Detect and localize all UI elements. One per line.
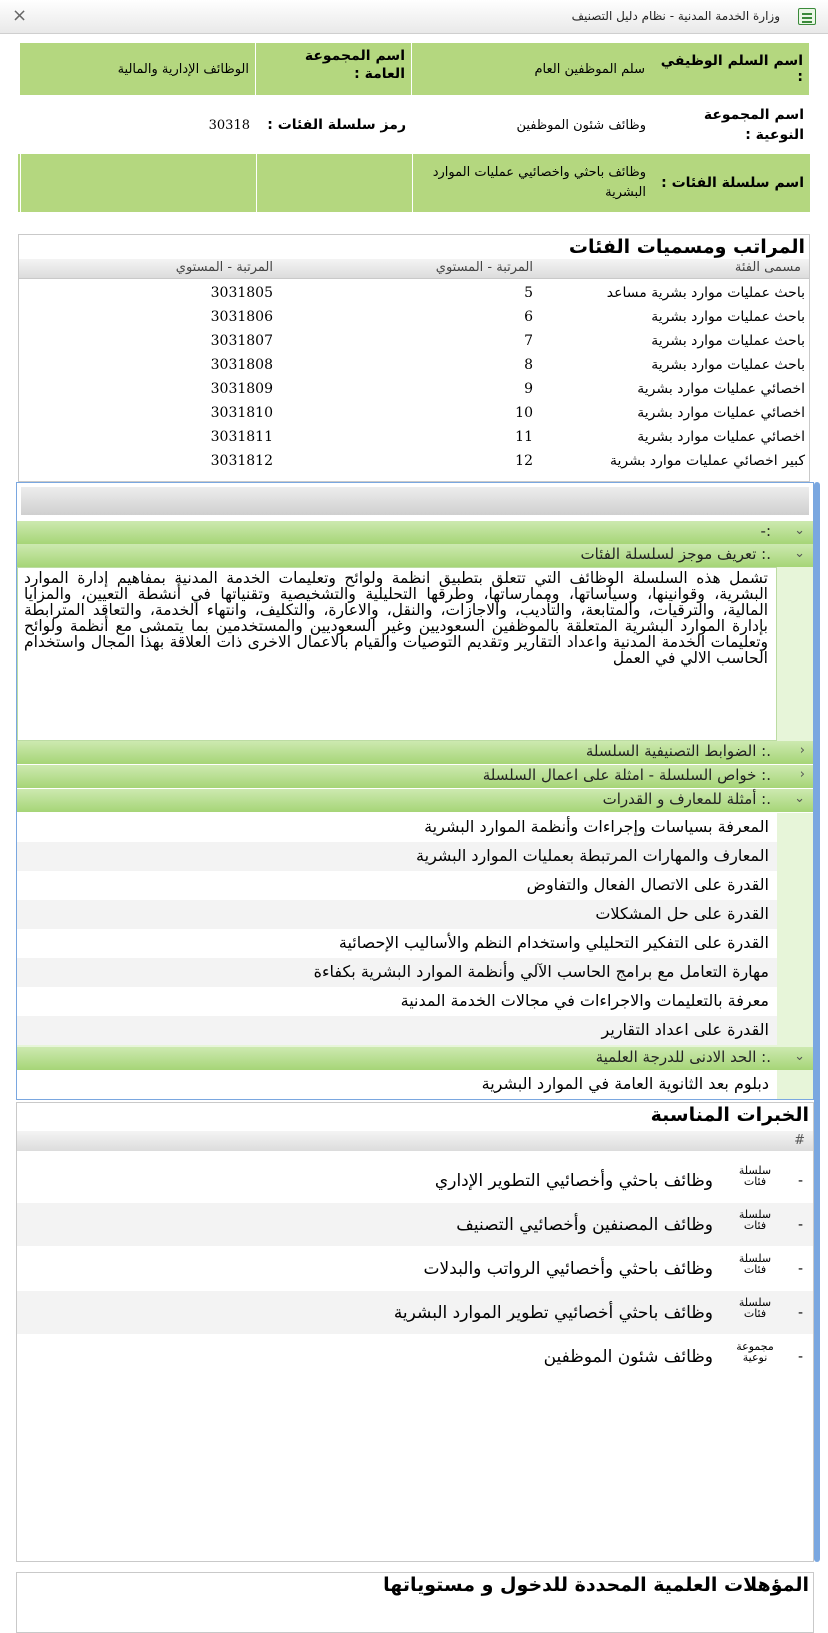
- list-item[interactable]: [17, 1291, 813, 1334]
- header-empty-cell: [256, 154, 412, 212]
- degree-value: دبلوم بعد الثانوية العامة في الموارد البشرية: [481, 1074, 769, 1093]
- properties-title: .: خواص السلسلة - امثلة على اعمال السلسلة: [482, 766, 771, 784]
- grade-name: باحث عمليات موارد بشرية مساعد: [606, 285, 805, 301]
- chevron-left-icon: ‹: [799, 743, 805, 758]
- table-row[interactable]: [19, 379, 809, 402]
- grade-code: 3031806: [210, 309, 273, 325]
- table-row[interactable]: [19, 355, 809, 378]
- accordion-knowledge[interactable]: [17, 789, 813, 812]
- knowledge-item: [17, 929, 777, 958]
- accordion-properties[interactable]: [17, 765, 813, 788]
- item-type: مجموعة نوعية: [736, 1340, 774, 1364]
- item-name: وظائف باحثي أخصائيي تطوير الموارد البشرية: [393, 1303, 713, 1323]
- header-row-1: [18, 42, 810, 96]
- qualifications-title: المؤهلات العلمية المحددة للدخول و مستوياتها: [383, 1574, 809, 1596]
- window-content: [0, 34, 828, 1596]
- column-header-code[interactable]: المرتبة - المستوي: [175, 260, 273, 275]
- grade-rank: 7: [524, 333, 533, 349]
- list-item[interactable]: [17, 1159, 813, 1202]
- controls-title: .: الضوابط التصنيفية السلسلة: [585, 742, 771, 760]
- grade-name: باحث عمليات موارد بشرية: [651, 309, 805, 325]
- header-empty-cell: [20, 154, 256, 212]
- item-name: وظائف باحثي وأخصائيي التطوير الإداري: [434, 1171, 713, 1191]
- knowledge-title: .: أمثلة للمعارف و القدرات: [602, 790, 771, 808]
- table-row[interactable]: [19, 307, 809, 330]
- qualitative-group-value: وظائف شئون الموظفين: [516, 117, 646, 133]
- experiences-title: الخبرات المناسبة: [650, 1104, 809, 1126]
- grade-name: اخصائي عمليات موارد بشرية: [637, 381, 805, 397]
- list-item[interactable]: [17, 1335, 813, 1378]
- document-icon: [798, 8, 816, 25]
- general-group-label: اسم المجموعة العامة :: [255, 43, 411, 95]
- item-type: سلسلة فئات: [738, 1208, 772, 1232]
- knowledge-item: [17, 1016, 777, 1045]
- list-item[interactable]: [17, 1203, 813, 1246]
- series-value: وظائف باحثي واخصائيي عمليات الموارد البشرية: [412, 154, 652, 212]
- grades-table: [18, 234, 810, 482]
- item-type: سلسلة فئات: [738, 1296, 772, 1320]
- grade-rank: 6: [524, 309, 533, 325]
- item-type: سلسلة فئات: [738, 1164, 772, 1188]
- table-row[interactable]: [19, 283, 809, 306]
- column-header-name[interactable]: مسمى الفئة: [734, 260, 801, 275]
- grade-rank: 5: [524, 285, 533, 301]
- ladder-label: اسم السلم الوظيفي :: [660, 53, 803, 85]
- knowledge-text: المعارف والمهارات المرتبطة بعمليات الموارد البشرية: [416, 846, 769, 865]
- experiences-header: [17, 1131, 813, 1151]
- grade-code: 3031810: [210, 405, 273, 421]
- item-name: وظائف شئون الموظفين: [543, 1347, 713, 1367]
- knowledge-item: [17, 987, 777, 1016]
- item-name: وظائف المصنفين وأخصائيي التصنيف: [456, 1215, 713, 1235]
- grades-header: [19, 259, 809, 279]
- column-header-rank[interactable]: المرتبة - المستوي: [435, 260, 533, 275]
- definition-title: .: تعريف موجز لسلسلة الفئات: [580, 545, 771, 563]
- knowledge-text: مهارة التعامل مع برامج الحاسب الآلي وأنظمة الموارد البشرية بكفاءة: [313, 962, 769, 981]
- knowledge-text: القدرة على الاتصال الفعال والتفاوض: [526, 875, 769, 894]
- knowledge-item: [17, 900, 777, 929]
- table-row[interactable]: [19, 403, 809, 426]
- knowledge-item: [17, 813, 777, 842]
- accordion-degree[interactable]: [17, 1047, 813, 1070]
- series-code-label: رمز سلسلة الفئات :: [267, 117, 406, 133]
- grade-code: 3031808: [210, 357, 273, 373]
- knowledge-text: معرفة بالتعليمات والاجراءات في مجالات الخدمة المدنية: [400, 991, 769, 1010]
- header-row-2: [18, 96, 810, 154]
- row-dash: -: [797, 1349, 803, 1365]
- knowledge-text: القدرة على حل المشكلات: [595, 904, 769, 923]
- chevron-left-icon: ‹: [799, 767, 805, 782]
- grade-rank: 11: [515, 429, 533, 445]
- grade-name: اخصائي عمليات موارد بشرية: [637, 429, 805, 445]
- accordion-root-label: :-: [760, 522, 771, 540]
- row-dash: -: [797, 1173, 803, 1189]
- definition-body: [17, 567, 813, 741]
- item-type: سلسلة فئات: [738, 1252, 772, 1276]
- row-dash: -: [797, 1305, 803, 1321]
- grade-rank: 8: [524, 357, 533, 373]
- grade-code: 3031811: [210, 429, 273, 445]
- grade-code: 3031809: [210, 381, 273, 397]
- grade-name: باحث عمليات موارد بشرية: [651, 333, 805, 349]
- knowledge-item: [17, 842, 777, 871]
- series-code-value: 30318: [208, 117, 250, 133]
- table-row[interactable]: [19, 427, 809, 450]
- row-dash: -: [797, 1217, 803, 1233]
- chevron-down-icon: ⌄: [794, 791, 805, 806]
- degree-item: [17, 1070, 777, 1099]
- table-row[interactable]: [19, 331, 809, 354]
- header-row-3: [18, 154, 810, 212]
- accordion-controls[interactable]: [17, 741, 813, 764]
- knowledge-text: القدرة على اعداد التقارير: [601, 1020, 769, 1039]
- grade-code: 3031812: [210, 453, 273, 469]
- knowledge-text: المعرفة بسياسات وإجراءات وأنظمة الموارد البشرية: [424, 817, 769, 836]
- grades-title: المراتب ومسميات الفئات: [568, 236, 805, 258]
- qualitative-group-label: اسم المجموعة النوعية :: [703, 107, 804, 143]
- grade-rank: 9: [524, 381, 533, 397]
- grade-name: كبير اخصائي عمليات موارد بشرية: [609, 453, 805, 469]
- degree-body: [17, 1070, 813, 1099]
- grade-code: 3031805: [210, 285, 273, 301]
- accordion-definition[interactable]: [17, 544, 813, 567]
- chevron-down-icon: ⌄: [794, 546, 805, 561]
- knowledge-item: [17, 958, 777, 987]
- table-row[interactable]: [19, 451, 809, 474]
- series-details-panel: [16, 482, 814, 1100]
- window-titlebar: [0, 0, 828, 34]
- grade-name: اخصائي عمليات موارد بشرية: [637, 405, 805, 421]
- list-item[interactable]: [17, 1247, 813, 1290]
- panel-toolbar: [21, 487, 809, 515]
- grade-name: باحث عمليات موارد بشرية: [651, 357, 805, 373]
- definition-text: تشمل هذه السلسلة الوظائف التي تتعلق بتطبيق انظمة ولوائح وتعليمات الخدمة المدنية بمفاهيم إدارة الموارد البشرية، وقوانينها، وسياساتها، وممارساتها، وطرقها التحليلية والتشخيصية وتقنياتها في أنشطة التعيين، والمزايا المالية، والترقيات، والمتابعة، والتأديب، والاجازات، والنقل، والاعارة، والتكليف، وانتهاء الخدمة، والتعاقد المترابطة بإدارة الموارد البشرية المتعلقة بالموظفين السعوديين وغير السعوديين والمستخدمين بما يتمشى مع أنظمة ولوائح وتعليمات الخدمة المدنية واعداد التقارير وتقديم التوصيات والقيام بالاعمال الاخرى ذات العلاقة بهذا المجال واستخدام الحاسب الالي في العمل: [24, 569, 768, 667]
- series-header: [18, 42, 810, 212]
- window-title: وزارة الخدمة المدنية - نظام دليل التصنيف: [571, 9, 780, 23]
- degree-title: .: الحد الادنى للدرجة العلمية: [595, 1048, 771, 1066]
- ladder-value: سلم الموظفين العام: [411, 43, 651, 95]
- knowledge-text: القدرة على التفكير التحليلي واستخدام النظم والأساليب الإحصائية: [338, 933, 769, 952]
- accordion-root[interactable]: [17, 521, 813, 544]
- qualifications-section: [16, 1572, 814, 1633]
- item-name: وظائف باحثي وأخصائيي الرواتب والبدلات: [423, 1259, 713, 1279]
- general-group-value: الوظائف الإدارية والمالية: [19, 43, 255, 95]
- row-dash: -: [797, 1261, 803, 1277]
- grade-code: 3031807: [210, 333, 273, 349]
- knowledge-item: [17, 871, 777, 900]
- grade-rank: 10: [515, 405, 533, 421]
- series-label: اسم سلسلة الفئات :: [661, 175, 804, 191]
- chevron-down-icon: ⌄: [794, 1049, 805, 1064]
- grade-rank: 12: [515, 453, 533, 469]
- close-icon[interactable]: ×: [12, 5, 28, 26]
- experiences-table: [16, 1102, 814, 1562]
- definition-box: [17, 567, 777, 741]
- chevron-down-icon: ⌄: [794, 523, 805, 538]
- panel-border-accent: [814, 482, 820, 1562]
- knowledge-body: [17, 813, 813, 1047]
- column-header-number[interactable]: #: [794, 1133, 805, 1148]
